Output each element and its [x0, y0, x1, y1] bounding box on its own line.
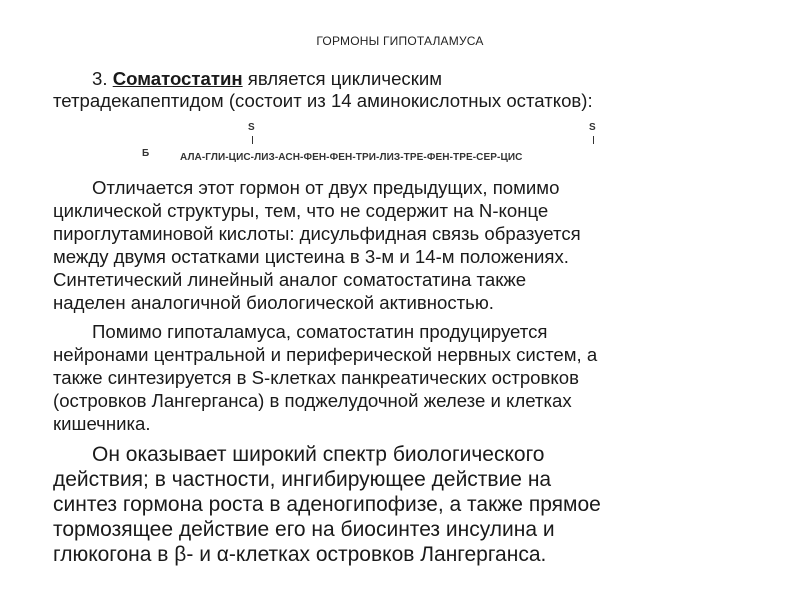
p1-lead: 3.	[92, 68, 113, 89]
term-somatostatin: Соматостатин	[112, 68, 243, 89]
p3-line-1: Помимо гипоталамуса, соматостатин продуцируется	[92, 321, 548, 342]
p2-line-5: Синтетический линейный аналог соматостатина также	[53, 269, 527, 290]
p4-line-2: действия; в частности, ингибирующее действие на	[53, 468, 552, 491]
sulfur-left: S	[248, 122, 255, 133]
p3-line-5: кишечника.	[53, 413, 151, 434]
p2-line-2: циклической структуры, тем, что не содержит на N-конце	[53, 200, 549, 221]
p2-line-3: пироглутаминовой кислоты: дисульфидная связь образуется	[53, 223, 581, 244]
p1-rest: является циклическим	[242, 68, 443, 89]
bond-right	[593, 136, 594, 144]
sulfur-right: S	[589, 122, 596, 133]
p3-line-3: также синтезируется в S-клетках панкреатических островков	[53, 367, 579, 388]
p3-line-2: нейронами центральной и периферической нервных систем, а	[53, 344, 598, 365]
amino-acid-chain: АЛА-ГЛИ-ЦИС-ЛИЗ-АСН-ФЕН-ФЕН-ТРИ-ЛИЗ-ТРЕ-ФЕН-ТРЕ-СЕР-ЦИС	[180, 152, 523, 163]
p4-line-4: тормозящее действие его на биосинтез инсулина и	[53, 518, 555, 541]
p1-line-1	[92, 68, 442, 90]
p3-line-4: (островков Лангерганса) в поджелудочной железе и клетках	[53, 390, 572, 411]
bond-left	[252, 136, 253, 144]
p2-line-1: Отличается этот гормон от двух предыдущих, помимо	[92, 177, 560, 198]
p4-line-5: глюкогона в β- и α-клетках островков Лангерганса.	[53, 543, 547, 566]
p4-line-3: синтез гормона роста в аденогипофизе, а также прямое	[53, 493, 601, 516]
sequence-label: Б	[142, 148, 150, 159]
p4-line-1: Он оказывает широкий спектр биологического	[92, 443, 545, 466]
p2-line-6: наделен аналогичной биологической активностью.	[53, 292, 494, 313]
slide-title: ГОРМОНЫ ГИПОТАЛАМУСА	[316, 34, 484, 48]
p2-line-4: между двумя остатками цистеина в 3-м и 14-м положениях.	[53, 246, 569, 267]
p1-line-2: тетрадекапептидом (состоит из 14 аминокислотных остатков):	[53, 90, 593, 111]
